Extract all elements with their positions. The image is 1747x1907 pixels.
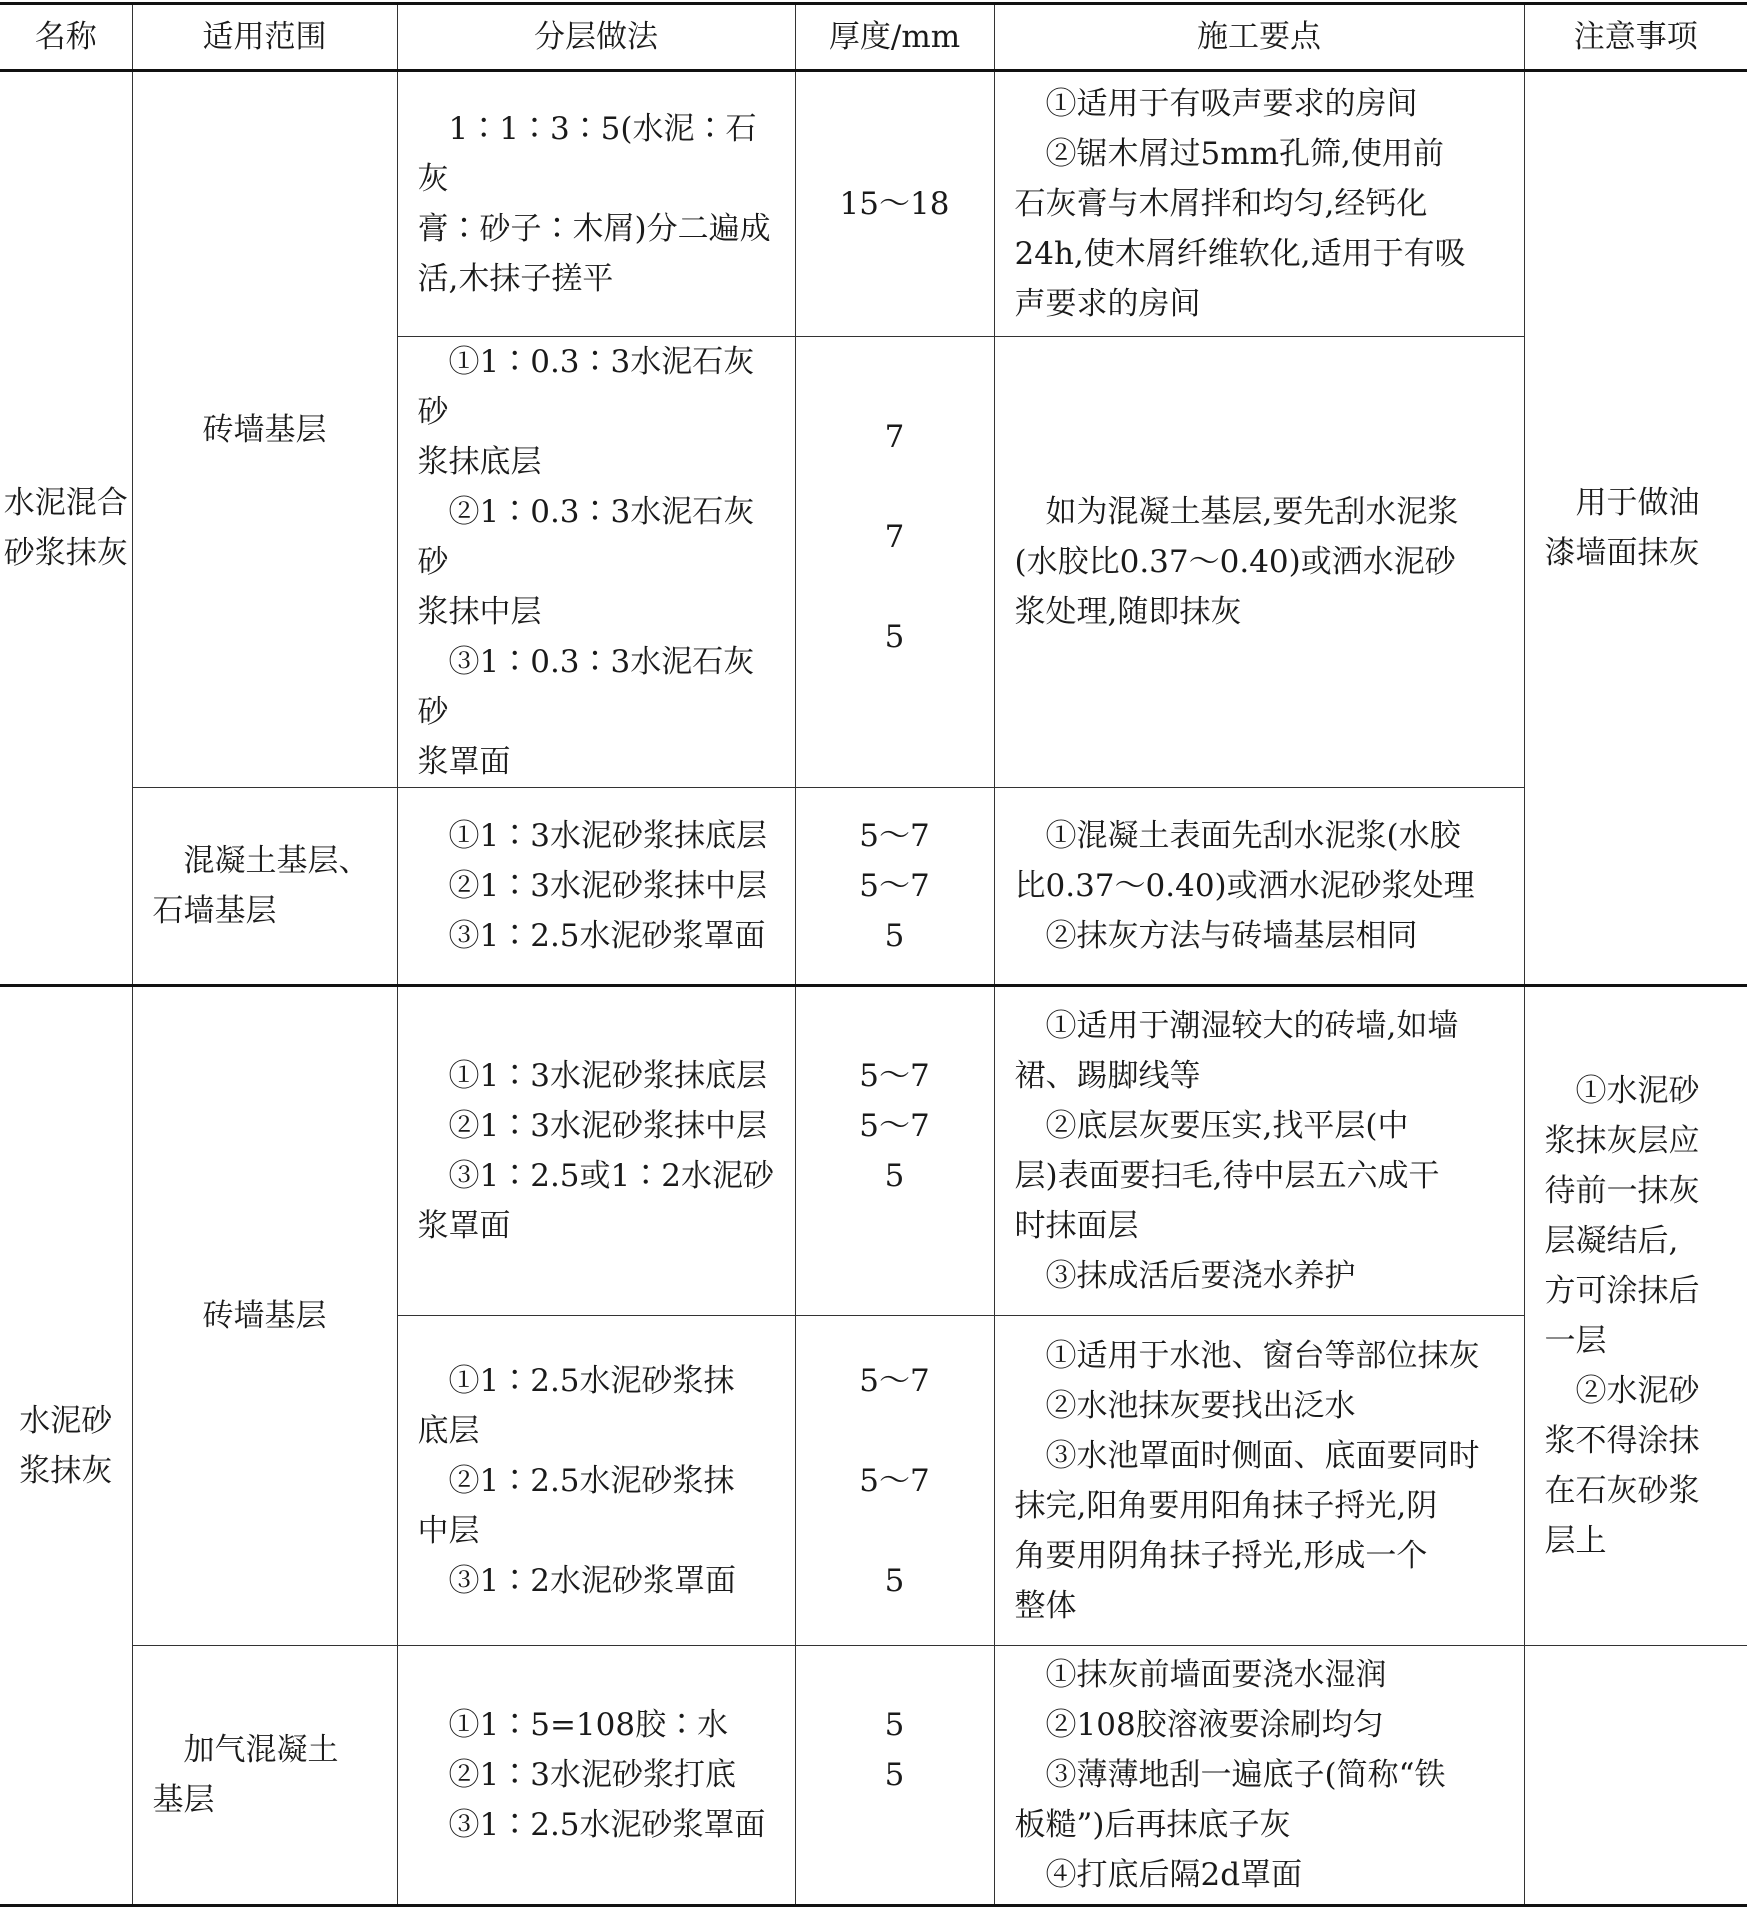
method-line: ①1∶2.5水泥砂浆抹 bbox=[448, 1362, 735, 1399]
thickness-value: 5～7 bbox=[859, 1058, 930, 1094]
scope-text: 砖墙基层 bbox=[202, 1298, 327, 1334]
point-line: ①适用于潮湿较大的砖墙,如墙 bbox=[1045, 1008, 1459, 1044]
method-cell bbox=[397, 71, 795, 337]
note-line: 在石灰砂浆 bbox=[1544, 1473, 1700, 1509]
point-line: ②抹灰方法与砖墙基层相同 bbox=[1045, 918, 1418, 954]
point-line: (水胶比0.37～0.40)或洒水泥砂 bbox=[1014, 544, 1456, 580]
method-line: 活,木抹子搓平 bbox=[417, 261, 614, 297]
notes-cell-empty bbox=[1524, 1646, 1747, 1906]
scope-line: 混凝土基层、 bbox=[183, 843, 370, 879]
table-row bbox=[0, 788, 1747, 986]
key-points-cell bbox=[994, 788, 1524, 986]
method-line: ②1∶3水泥砂浆打底 bbox=[448, 1757, 736, 1793]
table-row bbox=[0, 986, 1747, 1316]
thickness-value: 5 bbox=[884, 1707, 905, 1743]
header-scope: 适用范围 bbox=[132, 4, 397, 71]
method-cell bbox=[397, 788, 795, 986]
scope-line: 石墙基层 bbox=[152, 893, 277, 929]
type-name-cell bbox=[0, 71, 132, 986]
notes-cell bbox=[1524, 71, 1747, 986]
point-line: 角要用阴角抹子捋光,形成一个 bbox=[1014, 1537, 1428, 1574]
note-line: 层上 bbox=[1544, 1523, 1607, 1559]
point-line: ②水池抹灰要找出泛水 bbox=[1045, 1387, 1356, 1424]
note-line: 漆墙面抹灰 bbox=[1544, 535, 1700, 571]
thickness-value: 15～18 bbox=[839, 186, 950, 222]
thickness-value: 5～7 bbox=[859, 1362, 930, 1399]
notes-cell bbox=[1524, 986, 1747, 1646]
method-line: ③1∶2.5水泥砂浆罩面 bbox=[448, 1807, 766, 1843]
point-line: ①适用于水池、窗台等部位抹灰 bbox=[1045, 1337, 1480, 1374]
point-line: 裙、踢脚线等 bbox=[1014, 1058, 1201, 1094]
header-thickness: 厚度/mm bbox=[795, 4, 994, 71]
thickness-value: 7 bbox=[884, 519, 905, 555]
thickness-cell bbox=[795, 788, 994, 986]
note-line: 层凝结后, bbox=[1544, 1223, 1679, 1259]
point-line: 声要求的房间 bbox=[1014, 286, 1201, 322]
method-cell bbox=[397, 1316, 795, 1646]
method-line: ①1∶3水泥砂浆抹底层 bbox=[448, 818, 767, 854]
method-line: ②1∶3水泥砂浆抹中层 bbox=[448, 1108, 767, 1144]
header-notes: 注意事项 bbox=[1524, 4, 1747, 71]
method-line: ②1∶2.5水泥砂浆抹 bbox=[448, 1462, 735, 1499]
thickness-value: 5～7 bbox=[859, 818, 930, 854]
point-line: 如为混凝土基层,要先刮水泥浆 bbox=[1045, 494, 1459, 530]
thickness-cell bbox=[795, 986, 994, 1316]
point-line: ③薄薄地刮一遍底子(简称“铁 bbox=[1045, 1757, 1446, 1793]
header-layer-method: 分层做法 bbox=[397, 4, 795, 71]
type-name-line: 浆抹灰 bbox=[19, 1452, 113, 1489]
point-line: ②108胶溶液要涂刷均匀 bbox=[1045, 1707, 1384, 1743]
scope-cell bbox=[132, 71, 397, 788]
type-name-line: 水泥混合 bbox=[3, 485, 128, 521]
method-line: 浆抹中层 bbox=[417, 594, 542, 630]
thickness-value: 5 bbox=[884, 1562, 905, 1599]
point-line: ②锯木屑过5mm孔筛,使用前 bbox=[1045, 136, 1444, 172]
thickness-value: 5～7 bbox=[859, 1462, 930, 1499]
thickness-cell bbox=[795, 1316, 994, 1646]
point-line: 时抹面层 bbox=[1014, 1208, 1139, 1244]
point-line: ①混凝土表面先刮水泥浆(水胶 bbox=[1045, 818, 1461, 854]
note-line: 方可涂抹后 bbox=[1544, 1273, 1700, 1309]
scope-cell bbox=[132, 986, 397, 1646]
point-line: 24h,使木屑纤维软化,适用于有吸 bbox=[1014, 236, 1466, 272]
method-line: ②1∶0.3∶3水泥石灰砂 bbox=[417, 494, 755, 580]
note-line: 待前一抹灰 bbox=[1544, 1173, 1700, 1209]
method-cell bbox=[397, 1646, 795, 1906]
header-key-points: 施工要点 bbox=[994, 4, 1524, 71]
type-name-cell bbox=[0, 986, 132, 1906]
scope-text: 砖墙基层 bbox=[202, 411, 327, 448]
point-line: ③水池罩面时侧面、底面要同时 bbox=[1045, 1437, 1480, 1474]
thickness-cell bbox=[795, 71, 994, 337]
method-cell bbox=[397, 337, 795, 788]
note-line: 一层 bbox=[1544, 1323, 1607, 1359]
method-line: ③1∶2水泥砂浆罩面 bbox=[448, 1562, 736, 1599]
method-line: ③1∶0.3∶3水泥石灰砂 bbox=[417, 644, 755, 730]
note-line: ②水泥砂 bbox=[1575, 1373, 1700, 1409]
scope-cell bbox=[132, 788, 397, 986]
method-line: 膏∶砂子∶木屑)分二遍成 bbox=[417, 211, 771, 247]
table-row bbox=[0, 1646, 1747, 1906]
thickness-cell bbox=[795, 1646, 994, 1906]
method-line: ①1∶0.3∶3水泥石灰砂 bbox=[417, 344, 755, 430]
point-line: 比0.37～0.40)或洒水泥砂浆处理 bbox=[1014, 868, 1475, 904]
thickness-value: 7 bbox=[884, 419, 905, 455]
point-line: 浆处理,随即抹灰 bbox=[1014, 594, 1242, 630]
method-line: 浆抹底层 bbox=[417, 444, 542, 480]
point-line: 板糙”)后再抹底子灰 bbox=[1014, 1807, 1291, 1843]
point-line: ①适用于有吸声要求的房间 bbox=[1045, 86, 1418, 122]
scope-cell bbox=[132, 1646, 397, 1906]
method-cell bbox=[397, 986, 795, 1316]
method-line: 底层 bbox=[417, 1412, 480, 1449]
point-line: ④打底后隔2d罩面 bbox=[1045, 1857, 1303, 1893]
method-line: 浆罩面 bbox=[417, 744, 511, 780]
key-points-cell bbox=[994, 71, 1524, 337]
method-line: ①1∶5=108胶∶水 bbox=[448, 1707, 729, 1743]
note-line: 用于做油 bbox=[1575, 485, 1700, 521]
method-line: ③1∶2.5或1∶2水泥砂 bbox=[448, 1158, 774, 1194]
thickness-value: 5 bbox=[884, 918, 905, 954]
point-line: 整体 bbox=[1014, 1587, 1077, 1624]
method-line: ③1∶2.5水泥砂浆罩面 bbox=[448, 918, 766, 954]
type-name-line: 砂浆抹灰 bbox=[3, 535, 128, 571]
header-name: 名称 bbox=[0, 4, 132, 71]
table-row bbox=[0, 71, 1747, 337]
scope-line: 加气混凝土 bbox=[183, 1732, 339, 1768]
method-line: 1∶1∶3∶5(水泥∶石灰 bbox=[417, 111, 757, 197]
key-points-cell bbox=[994, 1646, 1524, 1906]
type-name-line: 水泥砂 bbox=[19, 1402, 113, 1439]
thickness-value: 5 bbox=[884, 1757, 905, 1793]
point-line: 石灰膏与木屑拌和均匀,经钙化 bbox=[1014, 186, 1428, 222]
thickness-value: 5 bbox=[884, 1158, 905, 1194]
plastering-spec-table bbox=[0, 2, 1747, 1907]
thickness-value: 5 bbox=[884, 619, 905, 655]
key-points-cell bbox=[994, 986, 1524, 1316]
method-line: 浆罩面 bbox=[417, 1208, 511, 1244]
point-line: ①抹灰前墙面要浇水湿润 bbox=[1045, 1657, 1387, 1693]
method-line: ①1∶3水泥砂浆抹底层 bbox=[448, 1058, 767, 1094]
note-line: 浆抹灰层应 bbox=[1544, 1123, 1700, 1159]
point-line: 层)表面要扫毛,待中层五六成干 bbox=[1014, 1158, 1440, 1194]
note-line: 浆不得涂抹 bbox=[1544, 1423, 1700, 1459]
thickness-value: 5～7 bbox=[859, 1108, 930, 1144]
point-line: ③抹成活后要浇水养护 bbox=[1045, 1258, 1356, 1294]
note-line: ①水泥砂 bbox=[1575, 1073, 1700, 1109]
point-line: ②底层灰要压实,找平层(中 bbox=[1045, 1108, 1409, 1144]
method-line: ②1∶3水泥砂浆抹中层 bbox=[448, 868, 767, 904]
key-points-cell bbox=[994, 1316, 1524, 1646]
scope-line: 基层 bbox=[152, 1782, 215, 1818]
thickness-cell bbox=[795, 337, 994, 788]
key-points-cell bbox=[994, 337, 1524, 788]
point-line: 抹完,阳角要用阳角抹子捋光,阴 bbox=[1014, 1487, 1438, 1524]
header-row bbox=[0, 4, 1747, 71]
thickness-value: 5～7 bbox=[859, 868, 930, 904]
method-line: 中层 bbox=[417, 1512, 480, 1549]
